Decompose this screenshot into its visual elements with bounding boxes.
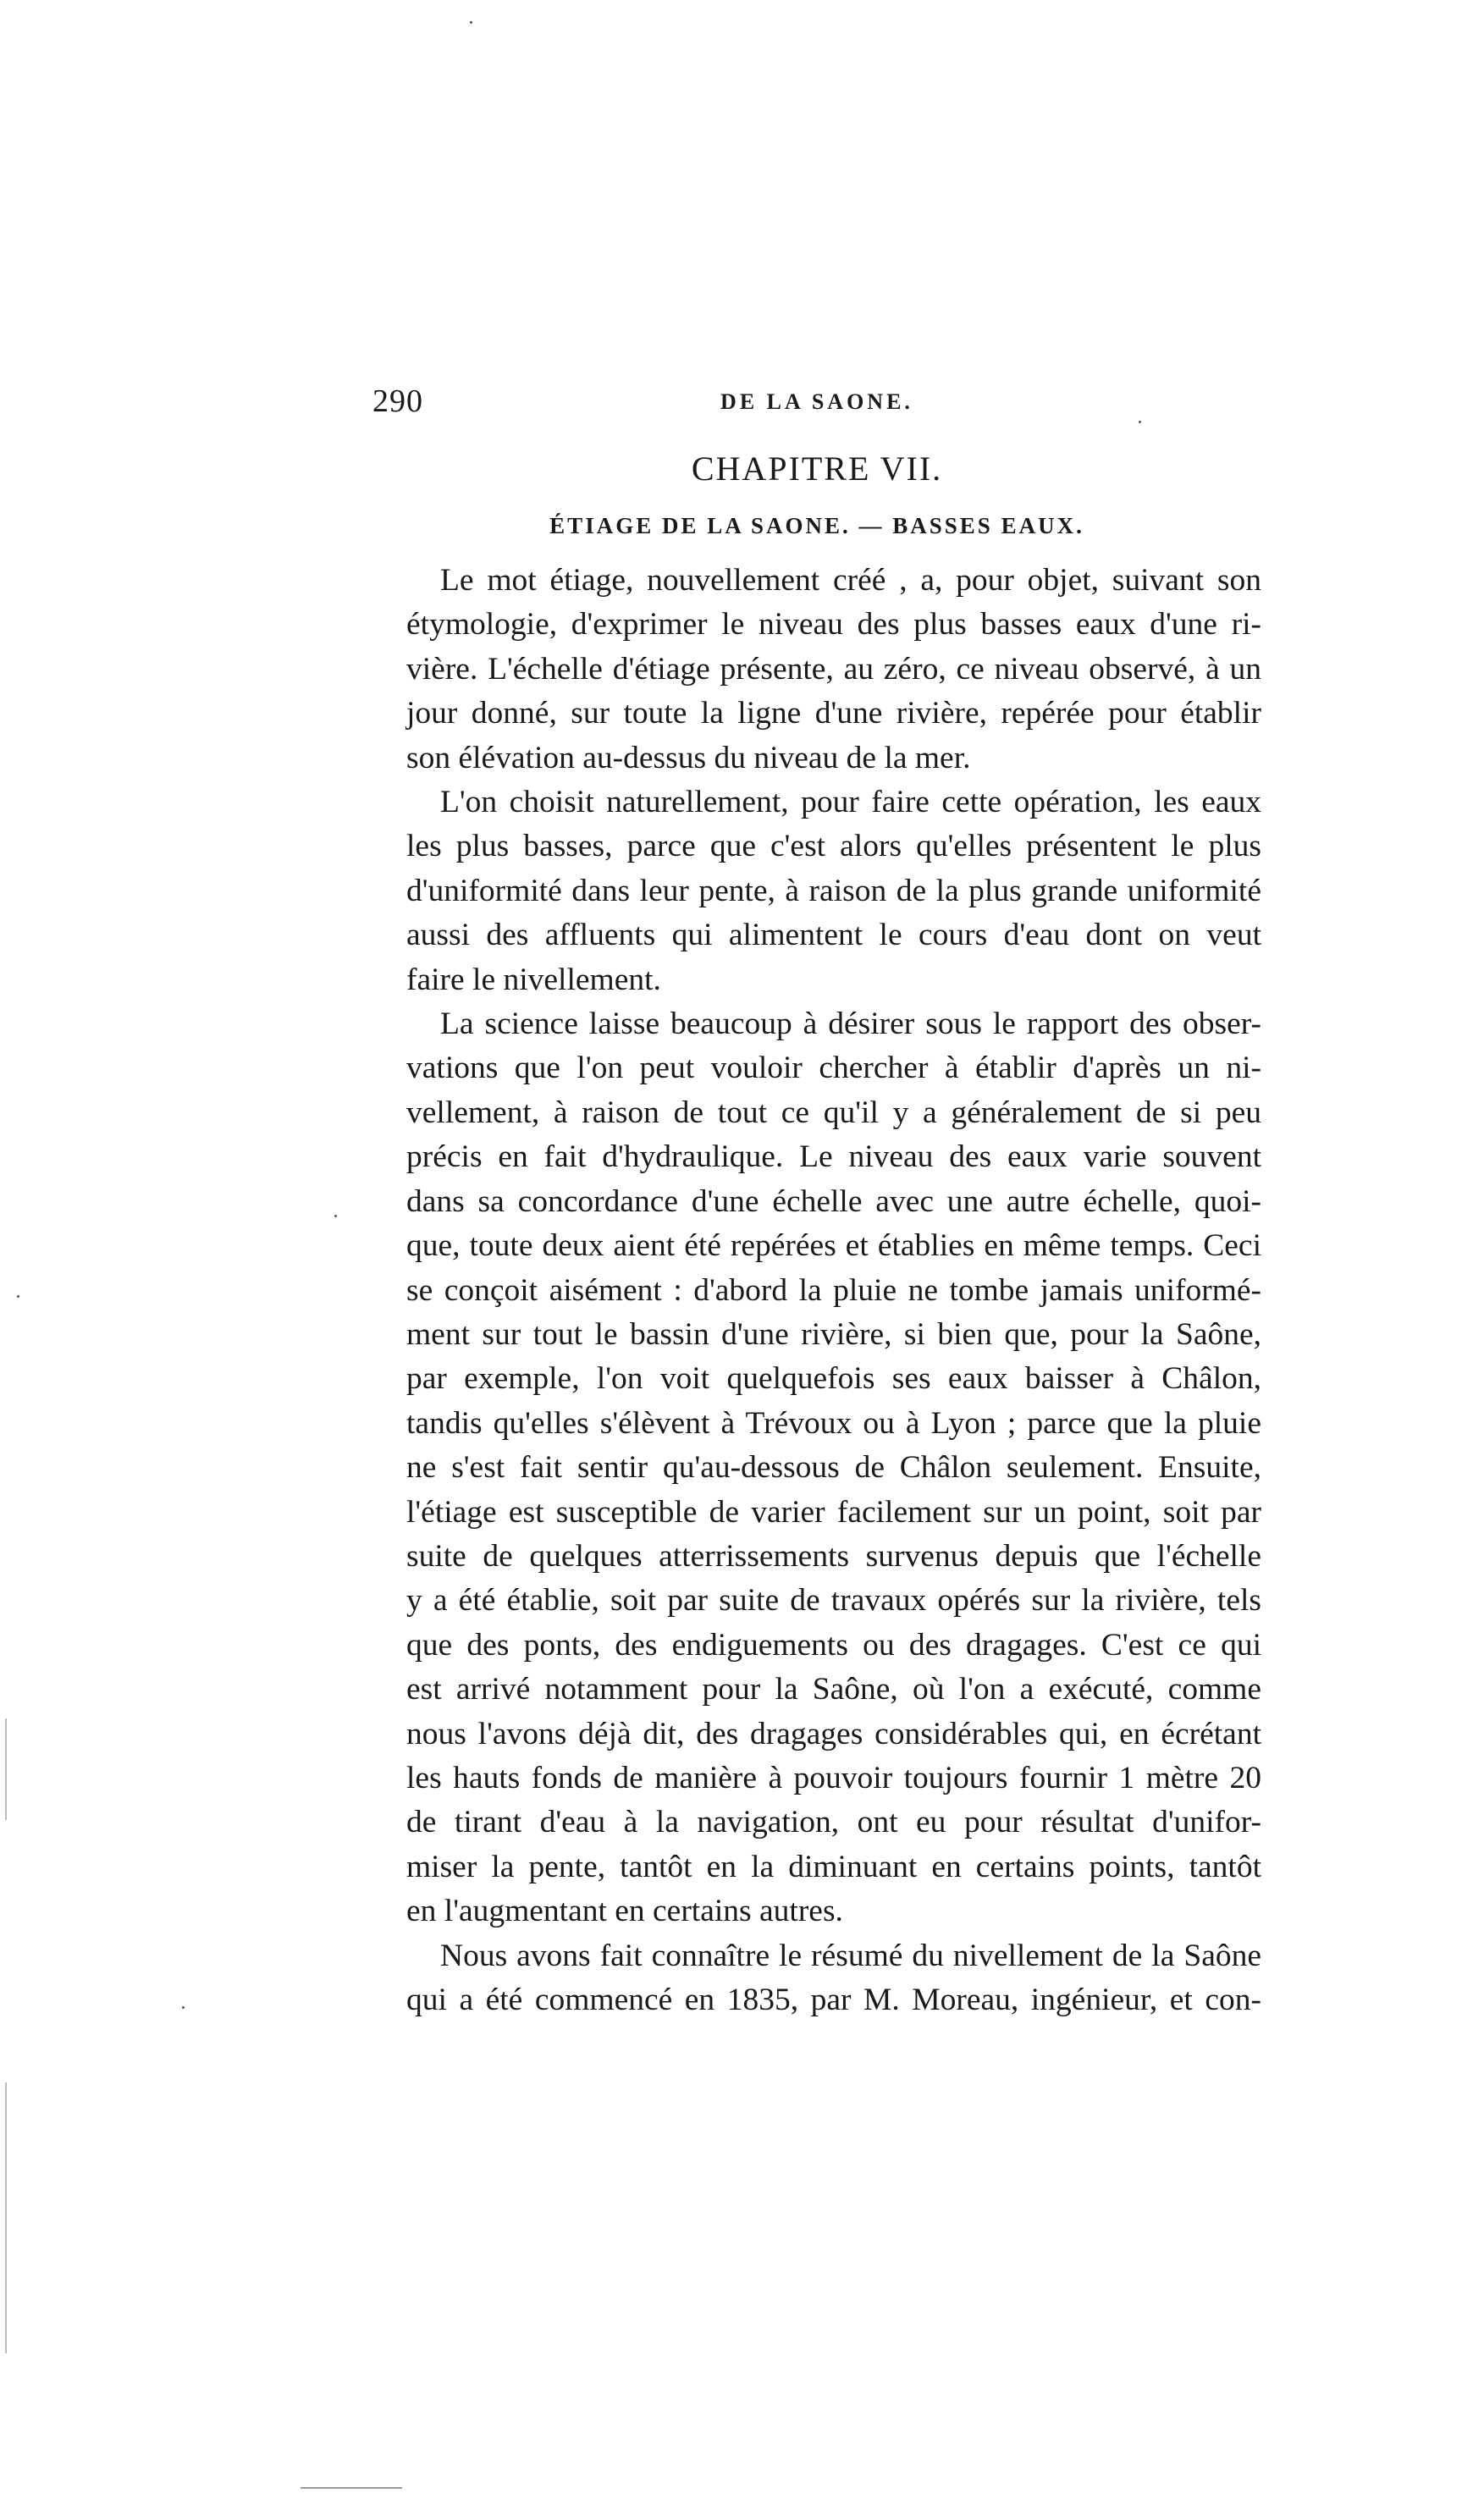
text-line: aussi des affluents qui alimentent le cours d'eau dont on veut xyxy=(406,918,1261,953)
text-line: tandis qu'elles s'élèvent à Trévoux ou à Lyon ; parce que la pluie xyxy=(406,1405,1261,1441)
text-line: Nous avons fait connaître le résumé du nivellement de la Saône xyxy=(440,1938,1261,1973)
text-line: se conçoit aisément : d'abord la pluie ne tombe jamais uniformé- xyxy=(406,1272,1261,1308)
text-line: en l'augmentant en certains autres. xyxy=(406,1894,843,1929)
chapter-subtitle: ÉTIAGE DE LA SAONE. — BASSES EAUX. xyxy=(549,513,1084,538)
text-line: ment sur tout le bassin d'une rivière, si bien que, pour la Saône, xyxy=(406,1316,1261,1352)
text-line: vations que l'on peut vouloir chercher à établir d'après un ni- xyxy=(406,1051,1261,1086)
text-line: précis en fait d'hydraulique. Le niveau des eaux varie souvent xyxy=(406,1139,1261,1175)
scan-speck xyxy=(470,21,472,24)
scan-speck xyxy=(182,2006,185,2009)
text-line: Le mot étiage, nouvellement créé , a, pour objet, suivant son xyxy=(440,563,1261,598)
scan-speck xyxy=(334,1215,337,1217)
page-number: 290 xyxy=(372,383,423,419)
running-head: DE LA SAONE. xyxy=(720,389,913,414)
text-line: de tirant d'eau à la navigation, ont eu pour résultat d'unifor- xyxy=(406,1805,1261,1840)
text-line: jour donné, sur toute la ligne d'une rivière, repérée pour établir xyxy=(406,696,1261,731)
text-line: est arrivé notamment pour la Saône, où l'on a exécuté, comme xyxy=(406,1672,1261,1707)
text-line: nous l'avons déjà dit, des dragages considérables qui, en écrétant xyxy=(406,1716,1261,1751)
text-line: L'on choisit naturellement, pour faire cette opération, les eaux xyxy=(440,785,1261,820)
text-line: que, toute deux aient été repérées et établies en même temps. Ceci xyxy=(406,1228,1261,1264)
text-line: les hauts fonds de manière à pouvoir toujours fournir 1 mètre 20 xyxy=(406,1760,1261,1795)
scan-margin-rule xyxy=(5,2082,7,2353)
text-line: vière. L'échelle d'étiage présente, au zéro, ce niveau observé, à un xyxy=(406,651,1261,687)
paragraph xyxy=(372,780,1261,1002)
chapter-title: CHAPITRE VII. xyxy=(691,450,943,488)
text-line: vellement, à raison de tout ce qu'il y a généralement de si peu xyxy=(406,1095,1261,1130)
text-line: son élévation au-dessus du niveau de la mer. xyxy=(406,740,971,775)
page-header xyxy=(372,383,1261,433)
text-line: qui a été commencé en 1835, par M. Moreau, ingénieur, et con- xyxy=(406,1983,1261,2017)
paragraph xyxy=(372,1934,1261,2023)
scan-margin-rule xyxy=(5,1718,7,1820)
text-line: que des ponts, des endiguements ou des dragages. C'est ce qui xyxy=(406,1627,1261,1663)
text-line: ne s'est fait sentir qu'au-dessous de Châlon seulement. Ensuite, xyxy=(406,1450,1261,1486)
text-line: La science laisse beaucoup à désirer sous le rapport des obser- xyxy=(440,1007,1261,1042)
text-line: suite de quelques atterrissements survenus depuis que l'échelle xyxy=(406,1538,1261,1574)
paragraph xyxy=(372,1002,1261,1934)
scan-speck xyxy=(17,1295,19,1298)
text-line: les plus basses, parce que c'est alors qu'elles présentent le plus xyxy=(406,829,1261,864)
text-line: faire le nivellement. xyxy=(406,962,661,997)
text-line: étymologie, d'exprimer le niveau des plus basses eaux d'une ri- xyxy=(406,607,1261,643)
text-line: y a été établie, soit par suite de travaux opérés sur la rivière, tels xyxy=(406,1583,1261,1619)
paragraph xyxy=(372,559,1261,780)
scan-speck xyxy=(1139,421,1141,423)
text-line: miser la pente, tantôt en la diminuant en certains points, tantôt xyxy=(406,1849,1261,1884)
text-line: l'étiage est susceptible de varier facilement sur un point, soit par xyxy=(406,1494,1261,1530)
text-line: par exemple, l'on voit quelquefois ses eaux baisser à Châlon, xyxy=(406,1361,1261,1397)
text-line: d'uniformité dans leur pente, à raison de la plus grande uniformité xyxy=(406,873,1261,908)
scan-bottom-rule xyxy=(301,2487,402,2489)
body-text xyxy=(372,559,1261,2022)
text-line: dans sa concordance d'une échelle avec une autre échelle, quoi- xyxy=(406,1183,1261,1219)
